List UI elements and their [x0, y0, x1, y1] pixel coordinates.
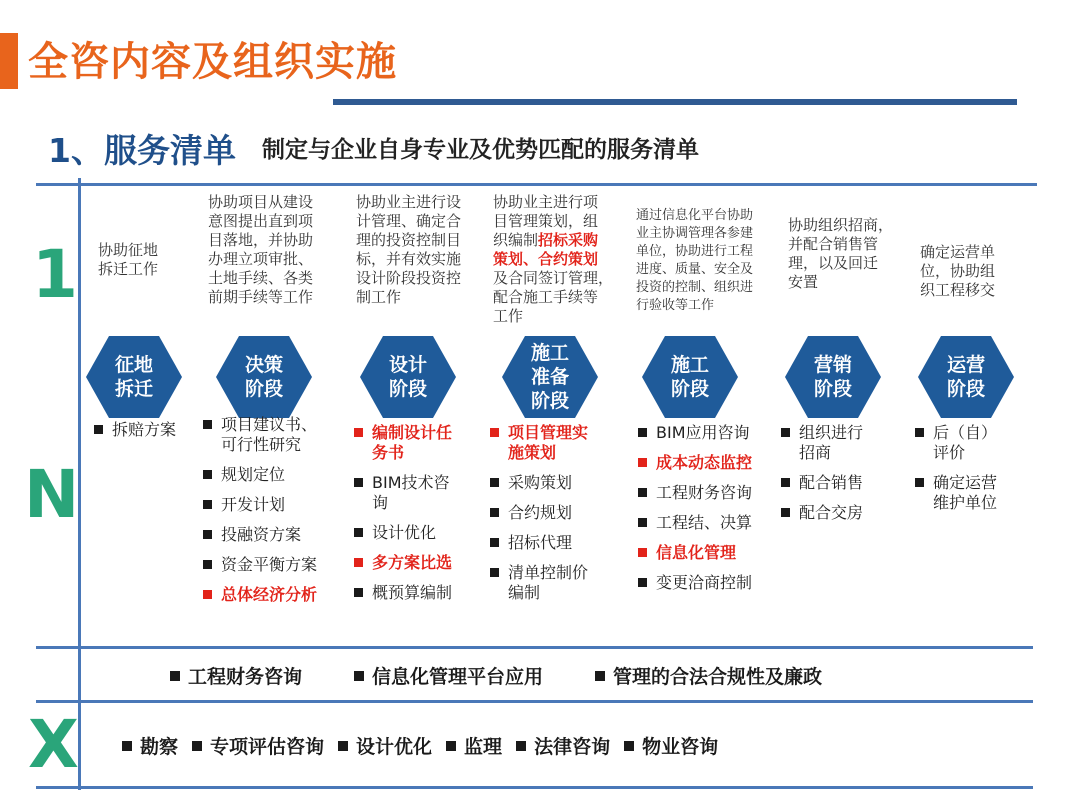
stage-label: 施工 阶段: [670, 354, 709, 400]
list-item: 编制设计任 务书: [352, 423, 482, 463]
stage-hexagon: [214, 334, 314, 420]
stage-label: 运营 阶段: [946, 354, 985, 400]
list-item: 投融资方案: [201, 525, 341, 545]
row-item-label: 监理: [464, 736, 503, 758]
row-item: [354, 662, 543, 689]
stage-label: 征地 拆迁: [114, 354, 153, 400]
bullet-square: [192, 741, 202, 751]
list-item: 信息化管理: [636, 543, 786, 563]
list-item: 规划定位: [201, 465, 341, 485]
row-item-label: 专项评估咨询: [210, 736, 325, 758]
stage-description: [788, 216, 908, 292]
list-item: 配合销售: [779, 473, 899, 493]
row-item: [192, 732, 324, 759]
list-item: 工程财务咨询: [636, 483, 786, 503]
list-item: 合约规划: [488, 503, 623, 523]
stage-label: 施工 准备 阶段: [530, 342, 569, 412]
grid-line-x: [36, 700, 1033, 703]
stage-description: [493, 193, 628, 326]
description-text: 协助项目从建设 意图提出直到项 目落地，并协助 办理立项审批、 土地手续、各类 前期手续等工作: [208, 193, 314, 306]
description-text: 协助业主进行项 目管理策划，组 织编制: [493, 193, 599, 249]
stage-description: [98, 241, 198, 279]
row-item-label: 物业咨询: [642, 736, 719, 758]
list-item: 后（自） 评价: [913, 423, 1033, 463]
stage-item-list: [779, 423, 899, 533]
list-item: 多方案比选: [352, 553, 482, 573]
row-item: [595, 662, 822, 689]
description-text: 确定运营单 位，协助组 织工程移交: [920, 243, 996, 299]
letter-x: X: [28, 706, 79, 783]
bullet-square: [122, 741, 132, 751]
bullet-square: [170, 671, 180, 681]
list-item: 项目管理实 施策划: [488, 423, 623, 463]
stage-item-list: [913, 423, 1033, 523]
list-item: 变更洽商控制: [636, 573, 786, 593]
description-text: 及合同签订管理， 配合施工手续等 工作: [493, 269, 614, 325]
row-item: [338, 732, 432, 759]
stage-hexagon: [84, 334, 184, 420]
description-text: 协助组织招商， 并配合销售管 理，以及回迁 安置: [788, 216, 894, 291]
stage-hexagon: [916, 334, 1016, 420]
row-item: [516, 732, 610, 759]
stage-item-list: [352, 423, 482, 613]
stage-label: 营销 阶段: [813, 354, 852, 400]
bullet-square: [338, 741, 348, 751]
stage-item-list: [92, 420, 202, 450]
list-item: 项目建议书、 可行性研究: [201, 415, 341, 455]
list-item: 设计优化: [352, 523, 482, 543]
stage-item-list: [636, 423, 786, 603]
stage-hexagon: [358, 334, 458, 420]
letter-n: N: [24, 456, 80, 533]
section-subtitle: 制定与企业自身专业及优势匹配的服务清单: [262, 137, 699, 163]
list-item: 配合交房: [779, 503, 899, 523]
title-underline: [333, 99, 1017, 105]
grid-line-n: [36, 646, 1033, 649]
grid-top-line: [36, 183, 1037, 186]
list-item: 拆赔方案: [92, 420, 202, 440]
letter-one: 1: [32, 236, 78, 313]
stage-description: [208, 193, 343, 307]
title-accent-bar: [0, 33, 18, 89]
stage-label: 决策 阶段: [244, 354, 283, 400]
bullet-square: [624, 741, 634, 751]
description-text: 通过信息化平台协助 业主协调管理各参建 单位，协助进行工程 进度、质量、安全及 投资的控制、组织进 行验收等工作: [636, 208, 754, 313]
row-item-label: 管理的合法合规性及廉政: [613, 666, 823, 688]
row-item-label: 法律咨询: [534, 736, 611, 758]
list-item: 资金平衡方案: [201, 555, 341, 575]
list-item: BIM技术咨 询: [352, 473, 482, 513]
grid-bottom-line: [36, 786, 1033, 789]
row-item-label: 设计优化: [356, 736, 433, 758]
stage-item-list: [488, 423, 623, 613]
list-item: 清单控制价 编制: [488, 563, 623, 603]
stage-description: [356, 193, 491, 307]
row-item-label: 工程财务咨询: [188, 666, 303, 688]
row-item: [624, 732, 718, 759]
list-item: 概预算编制: [352, 583, 482, 603]
list-item: 总体经济分析: [201, 585, 341, 605]
page-title: 全咨内容及组织实施: [28, 39, 397, 85]
list-item: 确定运营 维护单位: [913, 473, 1033, 513]
stage-label: 设计 阶段: [388, 354, 427, 400]
row-item-label: 勘察: [140, 736, 179, 758]
list-item: 组织进行 招商: [779, 423, 899, 463]
description-highlight: 招标采购 策划、合约策划: [493, 231, 599, 268]
x-row-items: [122, 732, 732, 759]
list-item: 工程结、决算: [636, 513, 786, 533]
description-text: 协助业主进行设 计管理、确定合 理的投资控制目 标，并有效实施 设计阶段投资控 制工作: [356, 193, 462, 306]
list-item: BIM应用咨询: [636, 423, 786, 443]
bullet-square: [446, 741, 456, 751]
list-item: 成本动态监控: [636, 453, 786, 473]
row-item: [446, 732, 502, 759]
bullet-square: [595, 671, 605, 681]
row-item: [122, 732, 178, 759]
stage-description: [920, 243, 1020, 300]
row-item: [170, 662, 302, 689]
bullet-square: [516, 741, 526, 751]
n-row-items: [170, 662, 874, 689]
stage-hexagon: [783, 334, 883, 420]
description-text: 协助征地 拆迁工作: [98, 241, 159, 278]
list-item: 招标代理: [488, 533, 623, 553]
list-item: 开发计划: [201, 495, 341, 515]
section-title: 1、服务清单: [48, 131, 236, 170]
stage-item-list: [201, 415, 341, 615]
stage-description: [636, 207, 776, 315]
bullet-square: [354, 671, 364, 681]
stage-hexagon: [500, 334, 600, 420]
stage-hexagon: [640, 334, 740, 420]
list-item: 采购策划: [488, 473, 623, 493]
row-item-label: 信息化管理平台应用: [372, 666, 544, 688]
